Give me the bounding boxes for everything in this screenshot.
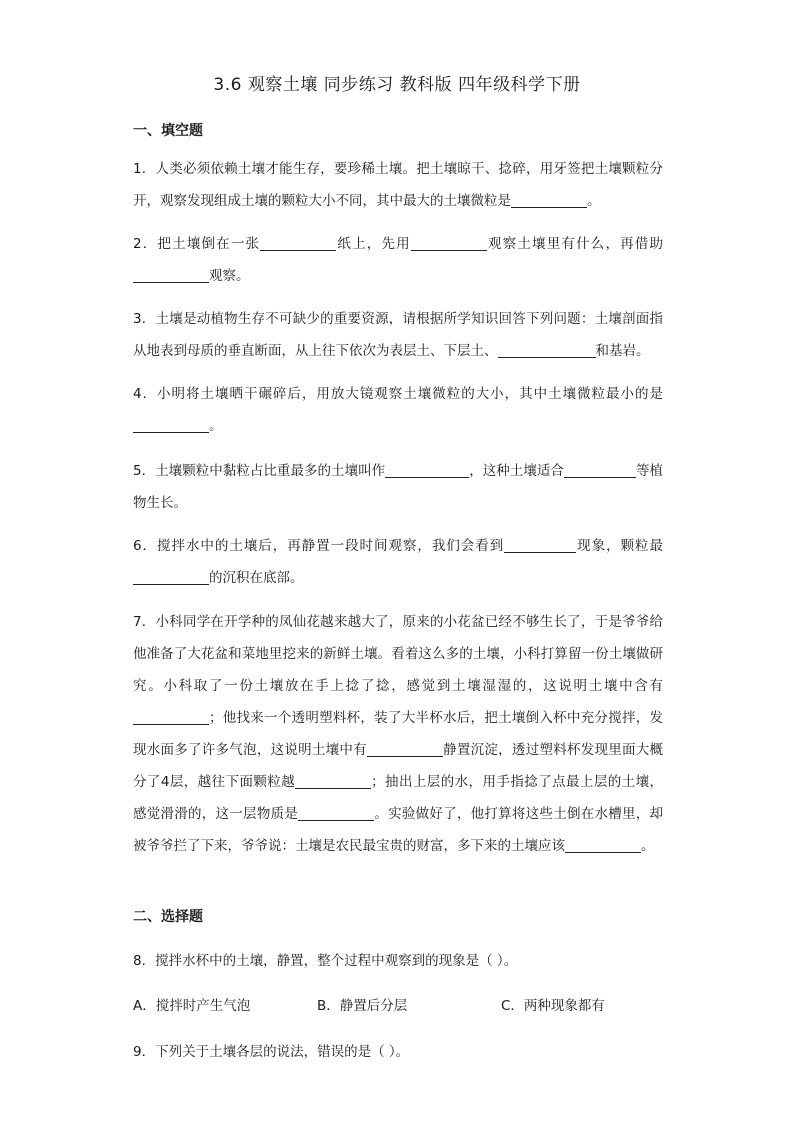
- question-5: [133, 455, 663, 519]
- answer-blank[interactable]: [133, 419, 209, 434]
- question-8-option-a[interactable]: A．搅拌时产生气泡: [133, 998, 251, 1014]
- answer-blank[interactable]: [133, 269, 209, 284]
- question-4-text: 4．小明将土壤晒干碾碎后，用放大镜观察土壤微粒的大小，其中土壤微粒最小的是: [133, 386, 663, 402]
- question-7-text: ；他找来一个透明塑料杯，装了大半杯水后，把土壤倒入杯中充分搅拌，发现水面多了许多气泡，这说明土壤中有: [133, 710, 663, 758]
- answer-blank[interactable]: [411, 237, 487, 252]
- question-2: [133, 228, 663, 292]
- question-6: [133, 530, 663, 594]
- answer-blank[interactable]: [504, 539, 576, 554]
- question-5-tail: 等植物生长。: [133, 463, 663, 511]
- section-heading-fill-in: 一、填空题: [133, 123, 203, 139]
- question-2-text: 观察土壤里有什么，再借助: [486, 236, 664, 252]
- question-6-text: 现象，颗粒最: [576, 538, 663, 554]
- question-6-tail: 的沉积在底部。: [209, 570, 304, 586]
- section-heading-multiple-choice: 二、选择题: [133, 909, 203, 925]
- question-1-tail: 。: [587, 193, 601, 209]
- question-2-text: 纸上，先用: [336, 236, 411, 252]
- answer-blank[interactable]: [260, 237, 336, 252]
- answer-blank[interactable]: [133, 711, 209, 726]
- question-8-stem: 8．搅拌水杯中的土壤，静置，整个过程中观察到的现象是（ ）。: [133, 953, 518, 969]
- answer-blank[interactable]: [511, 194, 587, 209]
- question-3-tail: 和基岩。: [595, 343, 650, 359]
- question-1: [133, 153, 663, 217]
- answer-blank[interactable]: [385, 464, 469, 479]
- answer-blank[interactable]: [565, 839, 641, 854]
- question-5-text: ，这种土壤适合: [469, 463, 564, 479]
- question-7-text: 静置沉淀，透过塑料杯发现里面大概分了4层，越往下面颗粒越: [133, 742, 664, 790]
- question-7: [133, 606, 663, 862]
- question-4: [133, 378, 663, 442]
- question-6-text: 6．搅拌水中的土壤后，再静置一段时间观察，我们会看到: [133, 538, 505, 554]
- question-7-tail: 。: [641, 838, 655, 854]
- question-9-stem: 9．下列关于土壤各层的说法，错误的是（ ）。: [133, 1044, 410, 1060]
- answer-blank[interactable]: [295, 775, 371, 790]
- question-5-text: 5．土壤颗粒中黏粒占比重最多的土壤叫作: [133, 463, 386, 479]
- question-1-text: 1．人类必须依赖土壤才能生存，要珍稀土壤。把土壤晾干、捻碎，用牙签把土壤颗粒分开，观察发现组成土壤的颗粒大小不同，其中最大的土壤微粒是: [133, 161, 663, 209]
- question-7-text: 7．小科同学在开学种的凤仙花越来越大了，原来的小花盆已经不够生长了，于是爷爷给他准备了大花盆和菜地里挖来的新鲜土壤。看着这么多的土壤，小科打算留一份土壤做研究。小科取了一份土壤放在手上捻了捻，感觉到土壤湿湿的，这说明土壤中含有: [133, 614, 663, 694]
- question-3-text: 3．土壤是动植物生存不可缺少的重要资源，请根据所学知识回答下列问题：土壤剖面指从地表到母质的垂直断面，从上往下依次为表层土、下层土、: [133, 311, 663, 359]
- question-8-option-b[interactable]: B．静置后分层: [317, 998, 408, 1014]
- question-7-text: ；抽出上层的水，用手指捻了点最上层的土壤，感觉滑滑的，这一层物质是: [133, 774, 664, 822]
- answer-blank[interactable]: [498, 344, 596, 359]
- document-title: 3.6 观察土壤 同步练习 教科版 四年级科学下册: [213, 75, 581, 95]
- question-2-tail: 观察。: [209, 268, 250, 284]
- question-8-option-c[interactable]: C．两种现象都有: [501, 998, 605, 1014]
- question-7-text: 。实验做好了，他打算将这些土倒在水槽里，却被爷爷拦了下来，爷爷说：土壤是农民最宝贵的财富，多下来的土壤应该: [133, 806, 664, 854]
- answer-blank[interactable]: [133, 571, 209, 586]
- question-3: [133, 303, 663, 367]
- question-4-tail: 。: [209, 418, 223, 434]
- question-2-text: 2．把土壤倒在一张: [133, 236, 261, 252]
- answer-blank[interactable]: [367, 743, 443, 758]
- answer-blank[interactable]: [298, 807, 374, 822]
- answer-blank[interactable]: [564, 464, 636, 479]
